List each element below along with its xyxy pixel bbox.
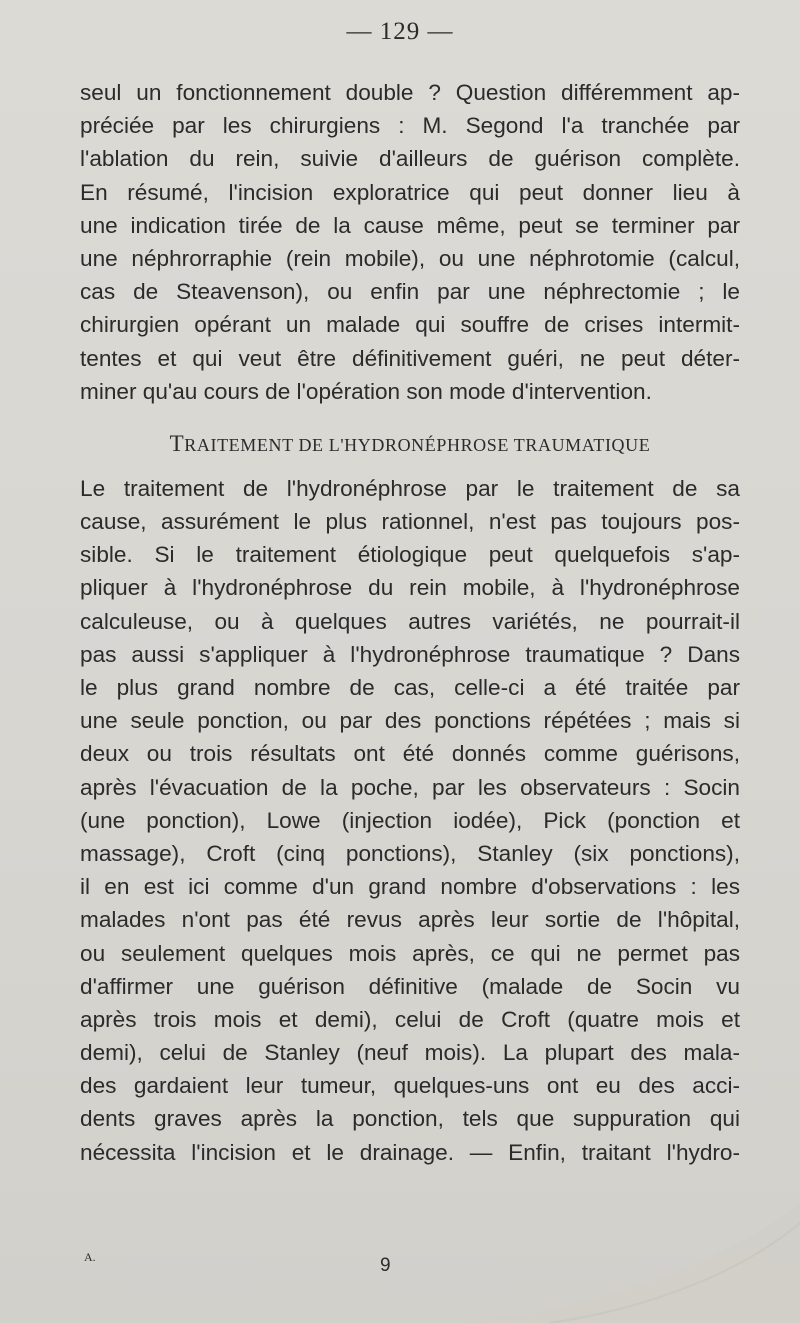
- text-line: demi), celui de Stanley (neuf mois). La plupart des mala-: [80, 1040, 740, 1066]
- heading-text: RAITEMENT DE L'HYDRONÉPHROSE TRAUMATIQUE: [184, 434, 651, 455]
- section-heading: [80, 429, 740, 459]
- text-line: une seule ponction, ou par des ponctions répétées ; mais si: [80, 708, 740, 734]
- body-text: [80, 76, 740, 1169]
- text-line: sible. Si le traitement étiologique peut quelquefois s'ap-: [80, 542, 740, 568]
- text-line: Le traitement de l'hydronéphrose par le traitement de sa: [80, 475, 740, 501]
- text-line: il en est ici comme d'un grand nombre d'observations : les: [80, 874, 740, 900]
- heading-capital: T: [169, 430, 185, 456]
- text-line: après trois mois et demi), celui de Croft (quatre mois et: [80, 1006, 740, 1032]
- text-line: des gardaient leur tumeur, quelques-uns ont eu des acci-: [80, 1073, 740, 1099]
- text-line: l'ablation du rein, suivie d'ailleurs de guérison complète.: [80, 146, 740, 172]
- page-number: — 129 —: [346, 18, 454, 45]
- page-curl-shadow: [460, 1203, 800, 1323]
- text-line: une indication tirée de la cause même, peut se terminer par: [80, 212, 740, 238]
- signature-letter: A.: [84, 1250, 96, 1264]
- text-line: après l'évacuation de la poche, par les observateurs : Socin: [80, 774, 740, 800]
- text-line: En résumé, l'incision exploratrice qui peut donner lieu à: [80, 179, 740, 205]
- text-line: tentes et qui veut être définitivement guéri, ne peut déter-: [80, 345, 740, 371]
- text-line: calculeuse, ou à quelques autres variétés, ne pourrait-il: [80, 608, 740, 634]
- text-line: seul un fonctionnement double ? Question différemment ap-: [80, 80, 740, 105]
- text-line: pas aussi s'appliquer à l'hydronéphrose traumatique ? Dans: [80, 641, 740, 667]
- text-line: (une ponction), Lowe (injection iodée), Pick (ponction et: [80, 807, 740, 833]
- text-line: massage), Croft (cinq ponctions), Stanley (six ponctions),: [80, 840, 740, 866]
- text-line: miner qu'au cours de l'opération son mode d'intervention.: [80, 378, 652, 404]
- text-line: cas de Steavenson), ou enfin par une néphrectomie ; le: [80, 279, 740, 305]
- text-line: d'affirmer une guérison définitive (malade de Socin vu: [80, 973, 740, 999]
- text-line: deux ou trois résultats ont été donnés comme guérisons,: [80, 741, 740, 767]
- text-line: nécessita l'incision et le drainage. — Enfin, traitant l'hydro-: [80, 1139, 740, 1165]
- text-line: malades n'ont pas été revus après leur sortie de l'hôpital,: [80, 907, 740, 933]
- text-line: préciée par les chirurgiens : M. Segond l'a tranchée par: [80, 113, 740, 139]
- text-line: le plus grand nombre de cas, celle-ci a été traitée par: [80, 675, 740, 700]
- text-line: dents graves après la ponction, tels que suppuration qui: [80, 1106, 740, 1132]
- text-line: ou seulement quelques mois après, ce qui ne permet pas: [80, 940, 740, 966]
- text-line: chirurgien opérant un malade qui souffre de crises intermit-: [80, 312, 740, 338]
- text-line: cause, assurément le plus rationnel, n'est pas toujours pos-: [80, 509, 740, 535]
- text-line: pliquer à l'hydronéphrose du rein mobile, à l'hydronéphrose: [80, 575, 740, 601]
- signature-number: 9: [380, 1255, 391, 1276]
- text-line: une néphrorraphie (rein mobile), ou une néphrotomie (calcul,: [80, 245, 740, 271]
